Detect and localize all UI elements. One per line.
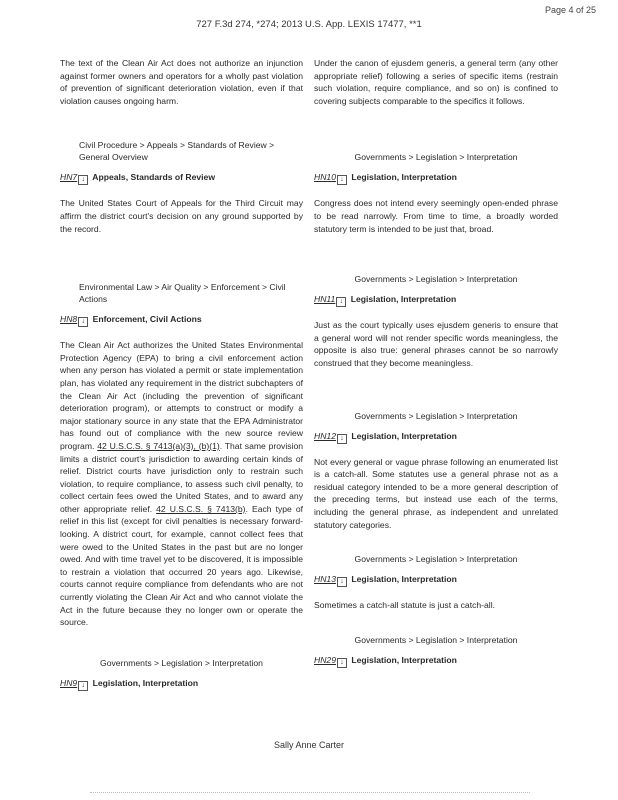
headnote-title: Legislation, Interpretation bbox=[350, 294, 457, 305]
headnote-heading bbox=[60, 313, 303, 327]
headnote-link[interactable]: HN9 bbox=[60, 677, 78, 688]
headnote-heading bbox=[314, 654, 558, 668]
topic-breadcrumb[interactable]: Governments > Legislation > Interpretation bbox=[354, 152, 518, 163]
headnote-title: Legislation, Interpretation bbox=[351, 430, 457, 441]
topic-breadcrumb[interactable]: Governments > Legislation > Interpretation bbox=[354, 410, 518, 421]
paragraph: The United States Court of Appeals for the Third Circuit may affirm the district court's decision on any ground supported by the record. bbox=[60, 198, 303, 234]
headnote-icon[interactable]: ↓ bbox=[337, 434, 347, 444]
headnote-link[interactable]: HN11 bbox=[314, 294, 336, 305]
topic-breadcrumb[interactable]: Governments > Legislation > Interpretation bbox=[354, 634, 518, 645]
text-run: . Each type of relief in this list (except for civil penalties is necessary forward-looking. A district court, for example, cannot collect fees that were owed to the United States in the past but are no longer owed. And with time travel yet to be discovered, it is impossible to restrain a violation that occurred 20 years ago. Likewise, courts cannot require compliance from defendants who are not currently violating the Clean Air Act and who cannot violate the Act in the future because they no longer own or operate the source. bbox=[60, 503, 303, 628]
paragraph: The text of the Clean Air Act does not authorize an injunction against former owners and operators for a wholly past violation of prevention of significant deterioration violation, even if that violation causes ongoing harm. bbox=[60, 58, 303, 106]
headnote-title: Enforcement, Civil Actions bbox=[92, 314, 202, 325]
paragraph bbox=[60, 339, 303, 629]
statute-link[interactable]: 42 U.S.C.S. § 7413(b) bbox=[156, 503, 246, 514]
statute-link[interactable]: 42 U.S.C.S. § 7413(a)(3), (b)(1) bbox=[97, 440, 220, 451]
page-number: Page 4 of 25 bbox=[544, 5, 596, 15]
paragraph: Congress does not intend every seemingly open-ended phrase to be read narrowly. From time to time, a broadly worded statutory term is intended to be just that, broad. bbox=[314, 198, 558, 234]
headnote-heading bbox=[60, 171, 303, 185]
headnote-link[interactable]: HN7 bbox=[60, 172, 78, 183]
headnote-heading bbox=[314, 171, 558, 185]
headnote-icon[interactable]: ↓ bbox=[78, 175, 88, 185]
paragraph: Sometimes a catch-all statute is just a catch-all. bbox=[314, 600, 496, 611]
headnote-heading bbox=[314, 293, 558, 307]
headnote-title: Legislation, Interpretation bbox=[351, 654, 457, 665]
headnote-icon[interactable]: ↓ bbox=[337, 658, 347, 668]
headnote-link[interactable]: HN12 bbox=[314, 430, 336, 441]
headnote-link[interactable]: HN8 bbox=[60, 314, 78, 325]
headnote-heading bbox=[60, 677, 303, 691]
text-run: The Clean Air Act authorizes the United States Environmental Protection Agency (EPA) to bring a civil enforcement action when any person has violated a permit or state implementation plan, has violated any requirement in the district subchapters of the Clean Air Act (including the prevention of significant deterioration program), or attempts to construct or modify a major stationary source in any state that the EPA Administrator has found out of compliance with the new source review program. bbox=[60, 340, 303, 451]
paragraph: Not every general or vague phrase following an enumerated list is a catch-all. Some statutes use a general phrase not as a residual category intended to be a more general description of the preceding terms, but instead use each of the terms, including the general phrase, as independent and unrelated statutory categories. bbox=[314, 456, 558, 530]
headnote-heading bbox=[314, 430, 558, 444]
topic-breadcrumb[interactable]: Environmental Law > Air Quality > Enforcement > Civil Actions bbox=[79, 282, 286, 305]
headnote-link[interactable]: HN10 bbox=[314, 172, 336, 183]
topic-breadcrumb[interactable]: Civil Procedure > Appeals > Standards of Review > General Overview bbox=[79, 140, 275, 163]
headnote-heading bbox=[314, 573, 558, 587]
paragraph: Just as the court typically uses ejusdem generis to ensure that a general word will not render specific words meaningless, the opposite is also true: general phrases cannot be so narrowly construed that they become meaningless. bbox=[314, 320, 558, 368]
headnote-title: Appeals, Standards of Review bbox=[92, 172, 216, 183]
footer-divider bbox=[90, 792, 530, 793]
footer-author: Sally Anne Carter bbox=[273, 740, 345, 750]
headnote-icon[interactable]: ↓ bbox=[78, 681, 88, 691]
left-column bbox=[60, 57, 303, 703]
headnote-icon[interactable]: ↓ bbox=[336, 297, 346, 307]
headnote-link[interactable]: HN13 bbox=[314, 574, 336, 585]
topic-breadcrumb[interactable]: Governments > Legislation > Interpretation bbox=[100, 657, 263, 668]
paragraph: Under the canon of ejusdem generis, a general term (any other appropriate relief) following a series of specific items (restrain such violation, require compliance, and so on) is confined to covering subjects comparable to the specifics it follows. bbox=[314, 58, 558, 106]
case-citation: 727 F.3d 274, *274; 2013 U.S. App. LEXIS 17477, **1 bbox=[196, 19, 422, 30]
headnote-link[interactable]: HN29 bbox=[314, 654, 336, 665]
headnote-icon[interactable]: ↓ bbox=[337, 577, 347, 587]
topic-breadcrumb[interactable]: Governments > Legislation > Interpretation bbox=[354, 274, 518, 285]
headnote-title: Legislation, Interpretation bbox=[92, 677, 199, 688]
right-column bbox=[314, 57, 558, 680]
headnote-title: Legislation, Interpretation bbox=[351, 172, 457, 183]
topic-breadcrumb[interactable]: Governments > Legislation > Interpretation bbox=[354, 554, 518, 565]
headnote-icon[interactable]: ↓ bbox=[337, 175, 347, 185]
headnote-title: Legislation, Interpretation bbox=[351, 574, 457, 585]
headnote-icon[interactable]: ↓ bbox=[78, 317, 88, 327]
text-run: . That same provision limits a district court's jurisdiction to awarding certain kinds of relief. District courts have jurisdiction only to restrain such violation, to require compliance, to assess such civil penalty, to collect certain fees owed the United States, and to award any other appropriate relief. bbox=[60, 440, 303, 514]
